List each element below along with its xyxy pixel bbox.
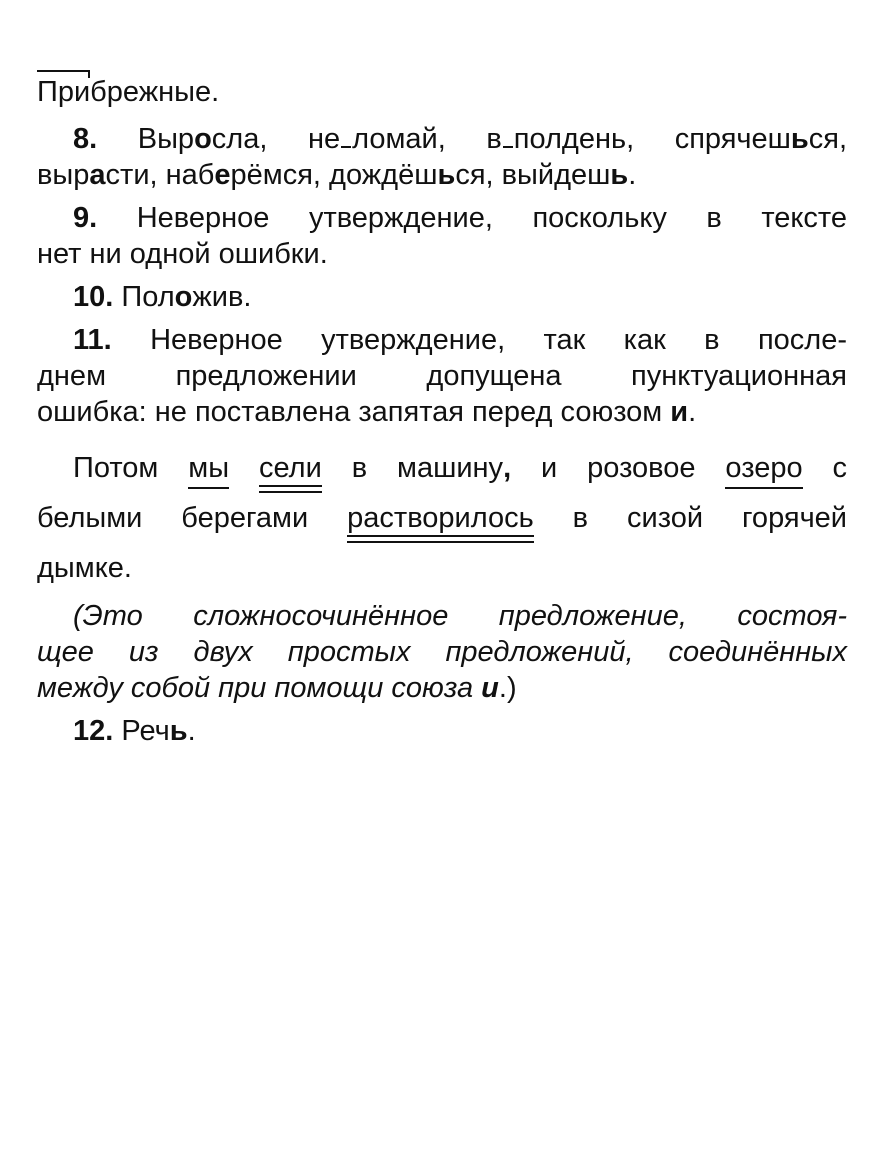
prefix-mark [37,74,90,110]
predicate-underlined: сели [258,452,322,484]
answer-number: 8. [73,123,98,155]
answer-10 [73,279,847,315]
text: Реч [113,715,170,747]
answer-number: 10. [73,281,114,313]
subject-underlined: мы [188,452,230,484]
word-part: При [37,76,91,108]
text: ся, выйдеш [455,159,611,191]
text: с [802,452,848,484]
answer-11-line-3 [37,394,847,430]
text: нет ни одной ошибки. [37,238,328,270]
text: . [187,715,196,747]
predicate-underlined: растворилось [347,502,534,534]
text: .) [498,672,517,704]
text: Неверное утверждение, поскольку в тексте [97,202,847,234]
text: выр [37,159,90,191]
bold-letter: е [214,159,231,191]
text: щее из двух простых предложений, соединённых [37,636,847,668]
word-part: брежные. [90,76,220,108]
text: ломай, в [352,123,502,155]
text: . [688,396,697,428]
text: Потом [73,452,189,484]
underscore-mark [341,146,351,148]
bold-comma: , [503,452,512,484]
text: Пол [113,281,175,313]
answer-9-line-2 [37,236,847,272]
subject-underlined: озеро [725,452,803,484]
note-line-3 [37,670,847,706]
bold-letter: а [89,159,106,191]
answer-11-line-1 [73,322,847,358]
answer-11-line-2 [37,358,847,394]
answer-number: 11. [73,324,112,356]
text: белыми берегами [37,502,348,534]
text: днем предложении допущена пунктуационная [37,360,847,392]
note-line-1 [73,598,847,634]
answer-8-line-2 [37,157,847,193]
sentence-line-3 [37,550,847,586]
sentence-line-1 [73,450,847,486]
bold-letter: и [670,396,689,428]
text: ся, [808,123,847,155]
bold-letter: ь [790,123,809,155]
bold-letter: ь [437,159,456,191]
text: рёмся, дождёш [230,159,438,191]
text: . [628,159,637,191]
bold-letter: ь [169,715,188,747]
note-line-2 [37,634,847,670]
text [229,452,259,484]
text: полдень, спрячеш [513,123,791,155]
bold-letter: ь [610,159,629,191]
underscore-mark [503,146,513,148]
text: сла, не [211,123,341,155]
text: в машину [321,452,504,484]
text: Неверное утверждение, так как в после- [111,324,847,356]
text: ошибка: не поставлена запятая перед союзом [37,396,671,428]
answer-line-pribrezhnye [37,74,847,110]
answer-number: 9. [73,202,98,234]
answer-number: 12. [73,715,114,747]
text: в сизой горячей [533,502,848,534]
sentence-line-2 [37,500,847,536]
bold-letter: о [174,281,193,313]
answer-12 [73,713,847,749]
text: и розовое [511,452,726,484]
answer-9-line-1 [73,200,847,236]
text: жив. [192,281,252,313]
text: (Это сложносочинённое предложение, состоя- [73,600,847,632]
bold-letter: о [194,123,212,155]
answer-8-line-1 [73,121,847,157]
text: между собой при помощи союза [37,672,482,704]
text: сти, наб [105,159,215,191]
text: дымке. [37,552,132,584]
text: Выр [97,123,195,155]
bold-letter: и [481,672,499,704]
